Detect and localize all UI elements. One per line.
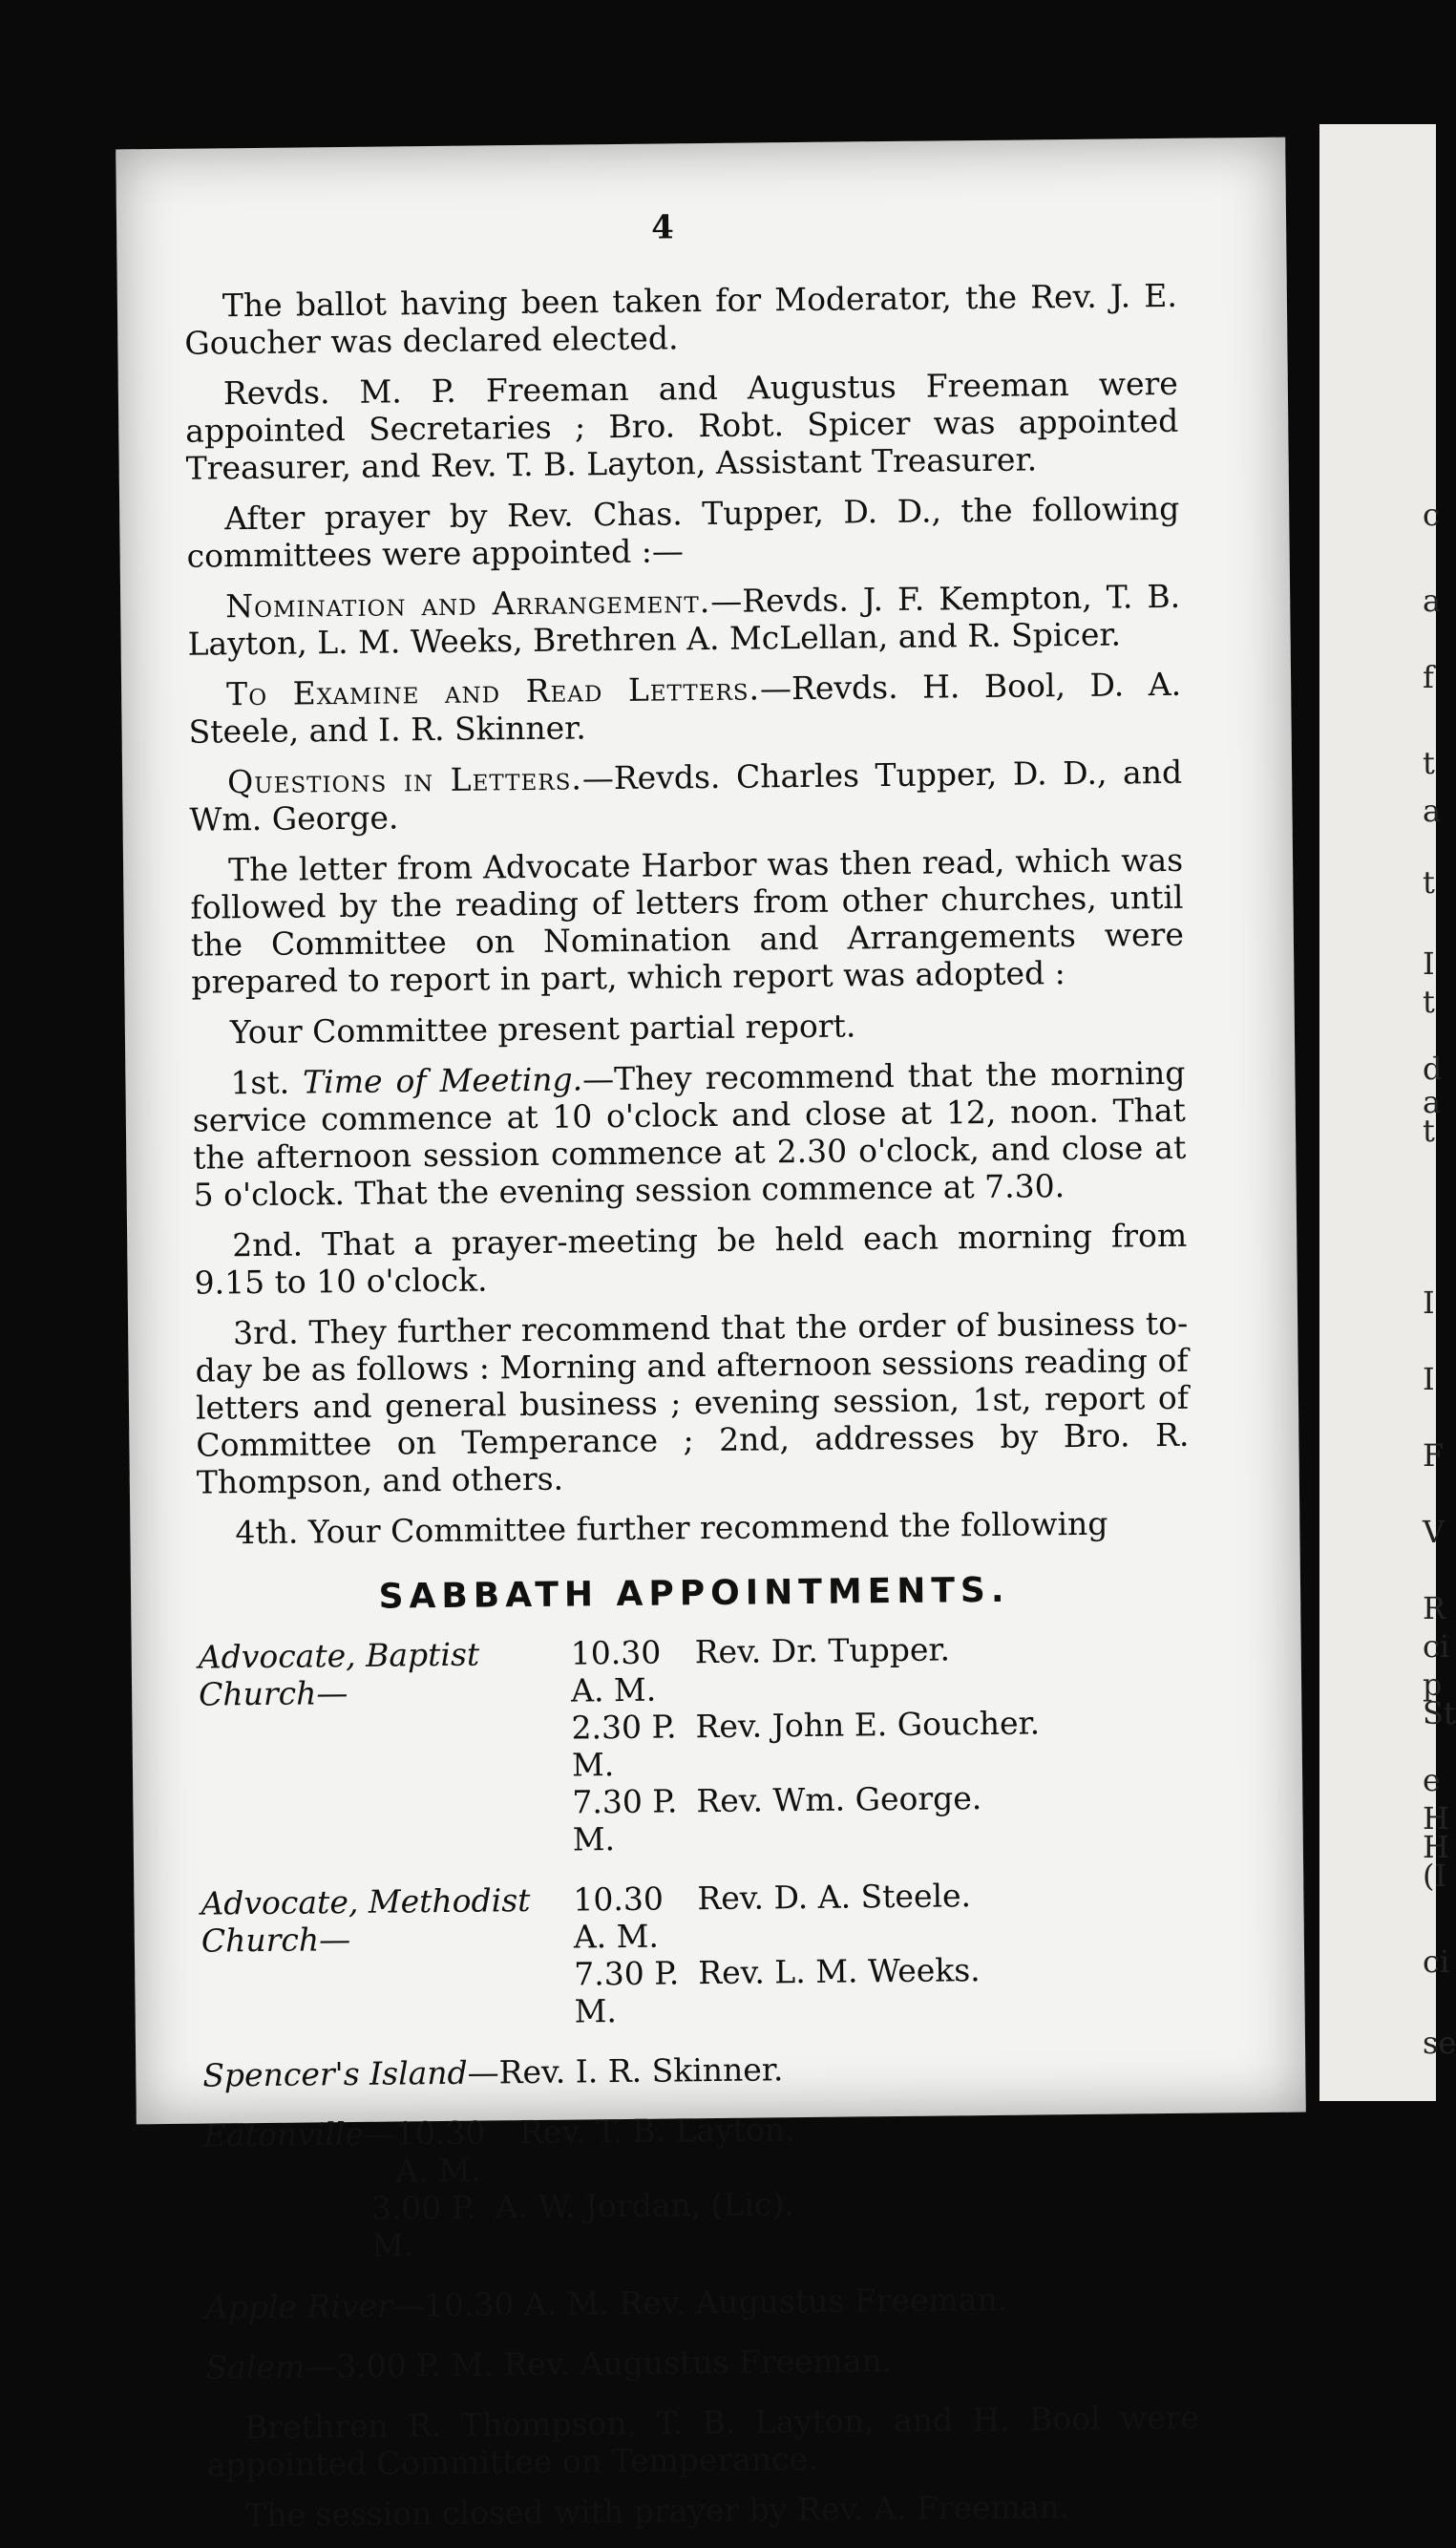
appointment-location: Apple River— xyxy=(204,2286,425,2326)
page-number: 4 xyxy=(650,208,674,247)
appointment-preacher: Rev. L. M. Weeks. xyxy=(698,1951,981,1992)
committee-name: Nomination and Arrangement. xyxy=(225,582,711,626)
committee-name: Questions in Letters. xyxy=(226,759,583,801)
edge-fragment: (I xyxy=(1423,1858,1447,1894)
appointment-salem xyxy=(205,2339,1198,2387)
appointment-preacher: 10.30 A. M. Rev. Augustus Freeman. xyxy=(423,2280,1008,2325)
committee-letters xyxy=(188,666,1182,751)
appointment-time: 10.30 A. M. xyxy=(573,1879,665,1956)
page-content xyxy=(184,277,1201,2548)
appointment-location: Advocate, Methodist Church— xyxy=(200,1881,531,1960)
committees-paragraph: After prayer by Rev. Chas. Tupper, D. D., the following committees were appointed :— xyxy=(186,489,1180,575)
edge-fragment: V xyxy=(1423,1514,1445,1550)
appointment-preacher: Rev. John E. Goucher. xyxy=(695,1704,1041,1746)
edge-fragment: I xyxy=(1423,945,1435,982)
report-intro: Your Committee present partial report. xyxy=(229,1007,856,1051)
committee-questions xyxy=(189,754,1183,839)
appointment-location: Spencer's Island xyxy=(202,2053,468,2094)
appointment-time: 7.30 P. M. xyxy=(574,1954,680,2030)
appointment-preacher: 3.00 P. M. Rev. Augustus Freeman. xyxy=(335,2342,893,2386)
report-item-text: —They recommend that the morning service commence at 10 o'clock and close at 12, noon. That the afternoon session commence at 2.30 o'clock, and close at 5 o'clock. That the evening session commence at 7.30. xyxy=(192,1053,1187,1214)
appointment-row xyxy=(572,1777,1193,1858)
document-page xyxy=(116,138,1306,2535)
appointment-preacher: Rev. Dr. Tupper. xyxy=(694,1630,951,1671)
closing-paragraph: The session closed with prayer by Rev. A. Freeman. xyxy=(244,2488,1070,2535)
edge-fragment: I xyxy=(1423,1361,1435,1397)
appointment-time: 10.30 A. M. xyxy=(394,2113,486,2190)
committee-name: To Examine and Read Letters. xyxy=(225,669,761,713)
appointment-location: Salem— xyxy=(205,2347,337,2387)
next-page-edge xyxy=(1319,124,1436,2101)
appointment-methodist xyxy=(200,1875,1195,2034)
report-item-3: 3rd. They further recommend that the order of business to-day be as follows : Morning and afternoon sessions reading of letters and general business ; evening session, 1st, report of Committee on Temperance ; 2nd, addresses by Bro. R. Thompson, and others. xyxy=(195,1304,1190,1501)
committee-members: —Revds. J. F. Kempton, T. B. Layton, L. M. Weeks, Brethren A. McLellan, and R. Spicer. xyxy=(187,577,1181,663)
edge-fragment: d xyxy=(1423,1051,1443,1087)
edge-fragment: F xyxy=(1423,1437,1445,1474)
edge-fragment: I xyxy=(1423,1285,1435,1321)
edge-fragment: ci xyxy=(1423,1943,1450,1980)
edge-fragment: ci xyxy=(1423,1628,1450,1665)
appointment-preacher: Rev. T. B. Layton. xyxy=(518,2111,795,2152)
appointment-baptist xyxy=(199,1628,1193,1862)
appointment-preacher: A. W. Jordan, (Lic). xyxy=(495,2185,795,2226)
edge-fragment: H xyxy=(1423,1829,1449,1865)
edge-fragment: t xyxy=(1423,1113,1435,1149)
edge-fragment: t xyxy=(1423,864,1435,901)
report-item-title: Time of Meeting. xyxy=(302,1060,583,1101)
edge-fragment: e xyxy=(1423,1762,1441,1798)
appointment-eatonville xyxy=(203,2107,1198,2266)
appointment-time: 7.30 P. M. xyxy=(572,1782,678,1858)
edge-fragment: a xyxy=(1423,1084,1442,1120)
edge-fragment: f xyxy=(1423,659,1434,695)
report-item-4: 4th. Your Committee further recommend the following xyxy=(235,1504,1108,1552)
temperance-committee-paragraph: Brethren R. Thompson, T. B. Layton, and H. Bool were appointed Committee on Temperance. xyxy=(206,2398,1200,2484)
appointment-time: 10.30 A. M. xyxy=(570,1633,662,1709)
appointment-row xyxy=(203,2107,1197,2192)
appointment-preacher: Rev. Wm. George. xyxy=(696,1779,982,1820)
appointment-row xyxy=(371,2181,1198,2264)
appointment-apple-river xyxy=(205,2279,1198,2326)
secretaries-paragraph: Revds. M. P. Freeman and Augustus Freeman were appointed Secretaries ; Bro. Robt. Spicer was appointed Treasurer, and Rev. T. B. Layton, Assistant Treasurer. xyxy=(185,364,1179,487)
edge-fragment: se xyxy=(1423,2025,1456,2061)
edge-fragment: t xyxy=(1423,745,1435,781)
committee-nomination xyxy=(187,578,1181,663)
moderator-paragraph: The ballot having been taken for Moderator, the Rev. J. E. Goucher was declared elected. xyxy=(184,276,1178,362)
appointment-preacher: Rev. D. A. Steele. xyxy=(697,1877,972,1918)
report-item-2: 2nd. That a prayer-meeting be held each morning from 9.15 to 10 o'clock. xyxy=(194,1216,1188,1302)
appointment-row xyxy=(200,1875,1194,1960)
letter-paragraph: The letter from Advocate Harbor was then read, which was followed by the reading of letters from other churches, until the Committee on Nomination and Arrangements were prepared to report in part, which report was adopted : xyxy=(190,840,1185,1001)
report-item-number: 1st. xyxy=(230,1063,290,1102)
committee-members: —Revds. H. Bool, D. A. Steele, and I. R. Skinner. xyxy=(188,665,1182,751)
appointment-preacher: —Rev. I. R. Skinner. xyxy=(467,2050,784,2091)
appointment-time: 3.00 P. M. xyxy=(370,2188,476,2264)
appointment-row xyxy=(199,1628,1192,1713)
edge-fragment: R xyxy=(1423,1590,1446,1626)
edge-fragment: H xyxy=(1423,1800,1449,1837)
appointment-location: Advocate, Baptist Church— xyxy=(198,1635,480,1713)
edge-fragment: p xyxy=(1423,1667,1443,1703)
edge-fragment: a xyxy=(1423,583,1442,619)
appointment-row xyxy=(571,1703,1192,1784)
appointment-row xyxy=(574,1949,1195,2030)
edge-fragment: c xyxy=(1423,497,1440,533)
edge-fragment: a xyxy=(1423,793,1442,829)
report-item-1 xyxy=(192,1054,1187,1214)
sabbath-appointments-heading: SABBATH APPOINTMENTS. xyxy=(378,1570,1010,1617)
appointment-time: 2.30 P. M. xyxy=(571,1708,677,1784)
appointment-location: Eatonville— xyxy=(202,2114,396,2155)
appointment-spencers-island xyxy=(202,2047,1195,2094)
edge-fragment: t xyxy=(1423,984,1435,1020)
edge-fragment: St xyxy=(1423,1695,1456,1731)
committee-members: —Revds. Charles Tupper, D. D., and Wm. George. xyxy=(189,753,1183,839)
